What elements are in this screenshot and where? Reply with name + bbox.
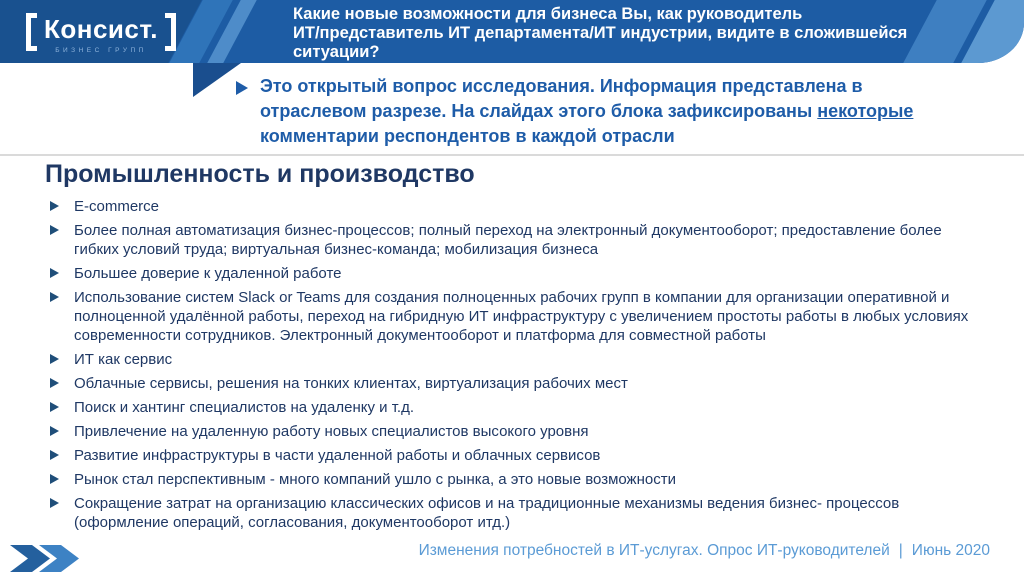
slide-question: Какие новые возможности для бизнеса Вы, как руководитель ИТ/представитель ИТ департамента/ИТ индустрии, видите в сложившейся ситуации? bbox=[293, 5, 908, 61]
intro-text bbox=[260, 74, 913, 149]
section-divider bbox=[0, 154, 1024, 156]
bullet-text: Развитие инфраструктуры в части удаленной работы и облачных сервисов bbox=[74, 447, 601, 464]
footer-date: Июнь 2020 bbox=[911, 542, 990, 559]
logo-bracket-left-icon bbox=[26, 13, 37, 51]
bullet-text: Сокращение затрат на организацию классических офисов и на традиционные механизмы ведения бизнес- процессов (оформление операций, согласования, документооборот итд.) bbox=[74, 495, 900, 531]
logo-subtitle: БИЗНЕС ГРУПП bbox=[55, 47, 147, 54]
intro-bullet-triangle-icon bbox=[236, 81, 248, 95]
bullet-text: Облачные сервисы, решения на тонких клиентах, виртуализация рабочих мест bbox=[74, 375, 628, 392]
bullet-text: ИТ как сервис bbox=[74, 351, 173, 368]
bullet-item bbox=[48, 494, 993, 532]
bullet-triangle-icon bbox=[50, 474, 59, 484]
bullet-item bbox=[48, 288, 993, 345]
bullet-text: Поиск и хантинг специалистов на удаленку и т.д. bbox=[74, 399, 415, 416]
konsist-logo bbox=[26, 13, 176, 54]
chevron-icon bbox=[10, 545, 50, 572]
bullet-triangle-icon bbox=[50, 268, 59, 278]
bullet-triangle-icon bbox=[50, 225, 59, 235]
footer bbox=[419, 542, 990, 560]
intro-line-2: отраслевом разрезе. На слайдах этого блока зафиксированы bbox=[260, 101, 818, 121]
header-wedge-decoration bbox=[193, 63, 241, 97]
bullet-triangle-icon bbox=[50, 354, 59, 364]
bullet-text: Привлечение на удаленную работу новых специалистов высокого уровня bbox=[74, 423, 589, 440]
bullet-triangle-icon bbox=[50, 498, 59, 508]
section-title: Промышленность и производство bbox=[45, 160, 475, 188]
bullet-text: Большее доверие к удаленной работе bbox=[74, 265, 342, 282]
bullet-triangle-icon bbox=[50, 378, 59, 388]
bullet-text: E-commerce bbox=[74, 198, 160, 215]
bullet-triangle-icon bbox=[50, 450, 59, 460]
intro-underlined-word: некоторые bbox=[817, 101, 914, 121]
bullet-text: Использование систем Slack or Teams для создания полноценных рабочих групп в компании для организации оперативной и полноценной удалённой работы, переход на гибридную ИТ инфраструктуру с увеличением простоты работы в любых условиях современности сотрудников. Электронный документооборот и платформа для совместной работы bbox=[74, 289, 969, 344]
bullet-text: Более полная автоматизация бизнес-процессов; полный переход на электронный документооборот; предоставление более гибких условий труда; виртуальная бизнес-команда; мобилизация бизнеса bbox=[74, 222, 942, 258]
header-band bbox=[0, 0, 1024, 63]
bullet-triangle-icon bbox=[50, 201, 59, 211]
bullet-triangle-icon bbox=[50, 292, 59, 302]
intro-line-3: комментарии респондентов в каждой отрасли bbox=[260, 126, 675, 146]
footer-text: Изменения потребностей в ИТ-услугах. Опрос ИТ-руководителей bbox=[418, 542, 890, 559]
bullet-item bbox=[48, 264, 993, 283]
bullet-triangle-icon bbox=[50, 426, 59, 436]
bullet-item bbox=[48, 398, 993, 417]
bullet-item bbox=[48, 197, 993, 216]
footer-separator: | bbox=[898, 542, 903, 559]
bullet-item bbox=[48, 422, 993, 441]
bullet-item bbox=[48, 446, 993, 465]
bullet-text: Рынок стал перспективным - много компаний ушло с рынка, а это новые возможности bbox=[74, 471, 676, 488]
bullet-item bbox=[48, 374, 993, 393]
bullet-list bbox=[48, 197, 993, 537]
corner-decoration bbox=[10, 545, 88, 572]
bullet-item bbox=[48, 221, 993, 259]
intro-line-1: Это открытый вопрос исследования. Информация представлена в bbox=[260, 76, 863, 96]
bullet-item bbox=[48, 350, 993, 369]
logo-bracket-right-icon bbox=[165, 13, 176, 51]
logo-name: Консист. bbox=[44, 14, 159, 44]
bullet-triangle-icon bbox=[50, 402, 59, 412]
bullet-item bbox=[48, 470, 993, 489]
